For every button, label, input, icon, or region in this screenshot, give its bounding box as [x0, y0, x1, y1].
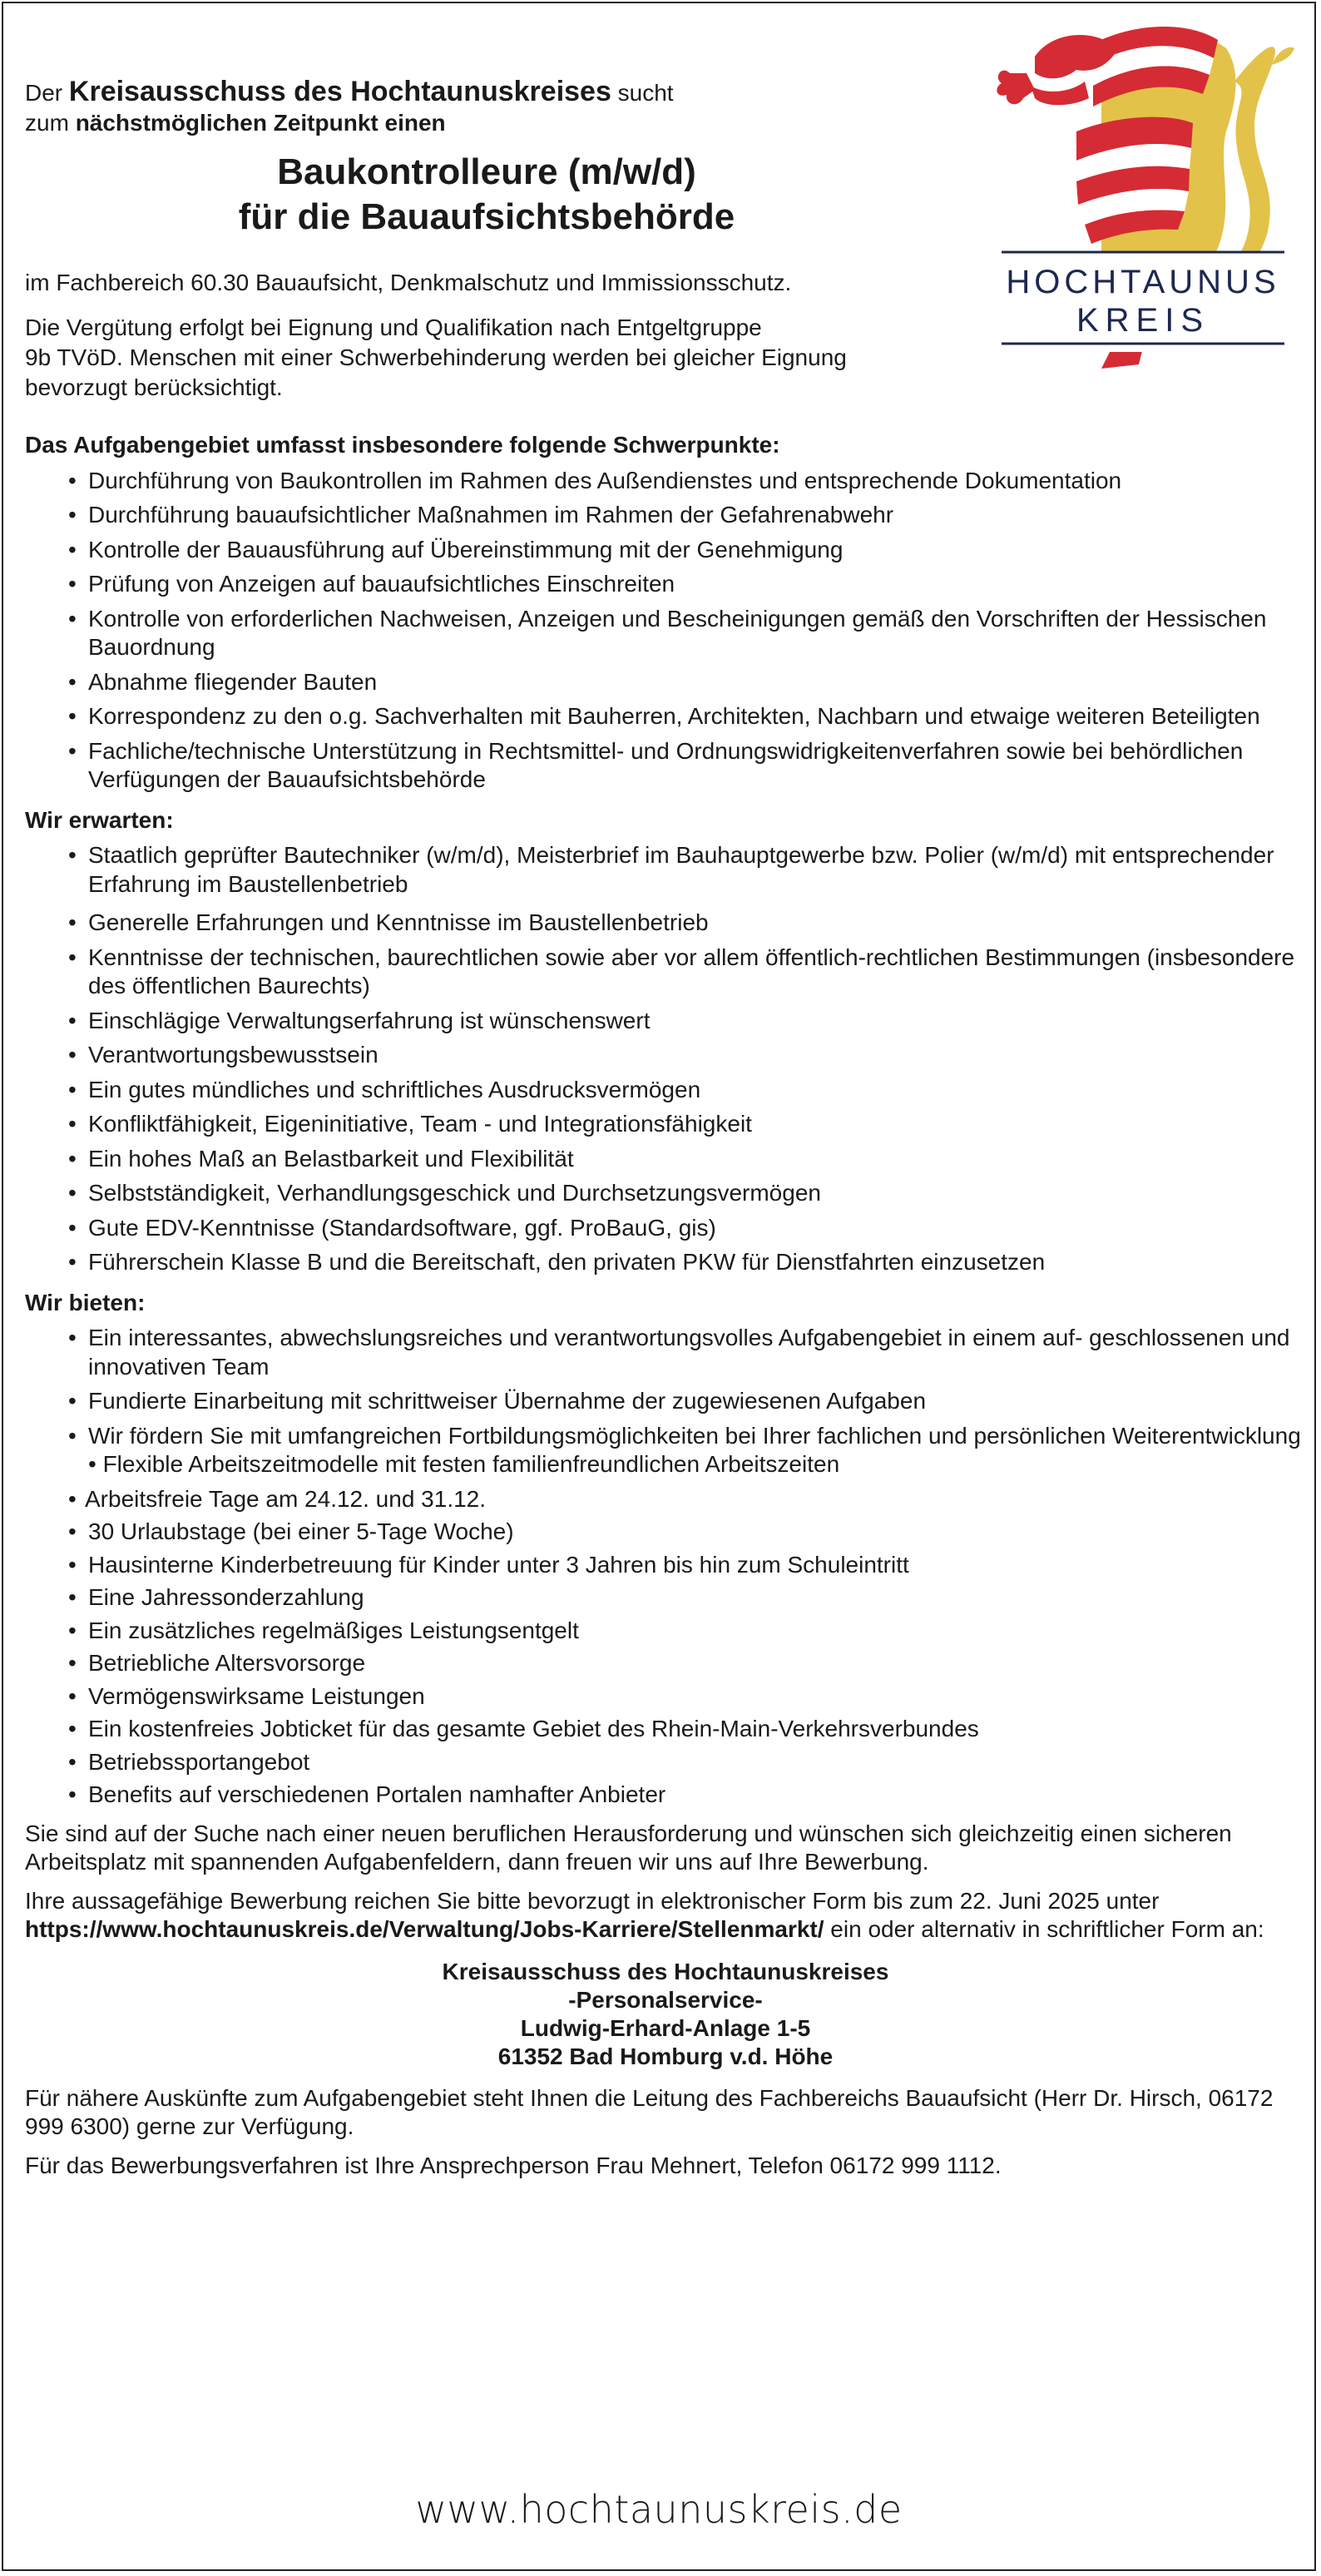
- list-item: • 30 Urlaubstage (bei einer 5-Tage Woche): [67, 1518, 1306, 1547]
- list-item: • Ein zusätzliches regelmäßiges Leistungsentgelt: [67, 1617, 1306, 1646]
- list-item: • Einschlägige Verwaltungserfahrung ist wünschenswert: [67, 1007, 1306, 1036]
- application-text: Ihre aussagefähige Bewerbung reichen Sie bitte bevorzugt in elektronischer Form bis zum 22. Juni 2025 unter: [25, 1887, 1160, 1914]
- list-item: • Generelle Erfahrungen und Kenntnisse im Baustellenbetrieb: [67, 909, 1306, 938]
- contact-info: Für nähere Auskünfte zum Aufgabengebiet steht Ihnen die Leitung des Fachbereichs Bauaufsicht (Herr Dr. Hirsch, 06172 999 6300) gerne zur Verfügung.: [25, 2084, 1274, 2139]
- intro: [25, 77, 940, 138]
- intro-suffix: sucht: [611, 80, 674, 106]
- list-item: • Benefits auf verschiedenen Portalen namhafter Anbieter: [67, 1781, 1306, 1810]
- closing-paragraph: Sie sind auf der Suche nach einer neuen beruflichen Herausforderung und wünschen sich gleichzeitig einen sicheren Arbeitsplatz mit spannenden Aufgabenfeldern, dann freuen wir uns auf Ihre Bewerbung.: [25, 1820, 1232, 1875]
- list-item: • Verantwortungsbewusstsein: [67, 1041, 1306, 1070]
- list-item: • Selbstständigkeit, Verhandlungsgeschick und Durchsetzungsvermögen: [67, 1179, 1306, 1208]
- list-item: • Ein hohes Maß an Belastbarkeit und Flexibilität: [67, 1145, 1306, 1174]
- list-item: • Wir fördern Sie mit umfangreichen Fortbildungsmöglichkeiten bei Ihrer fachlichen und persönlichen Weiterentwicklung • Flexible Arbeitszeitmodelle mit festen familienfreundlichen Arbeitszeiten: [67, 1422, 1306, 1479]
- list-item: • Fundierte Einarbeitung mit schrittweiser Übernahme der zugewiesenen Aufgaben: [67, 1387, 1306, 1416]
- address-line-4: 61352 Bad Homburg v.d. Höhe: [497, 2043, 834, 2069]
- job-title-line-2: für die Bauaufsichtsbehörde: [238, 196, 735, 237]
- job-ad: [2, 2, 1316, 2571]
- intro-prefix: Der: [25, 80, 69, 106]
- payment-line-1: Die Vergütung erfolgt bei Eignung und Qualifikation nach Entgeltgruppe: [25, 315, 762, 340]
- offer-list-b: [25, 1485, 1306, 1810]
- list-item: • Kenntnisse der technischen, baurechtlichen sowie aber vor allem öffentlich-rechtlichen Bestimmungen (insbesondere des öffentlichen Baurechts): [67, 944, 1306, 1001]
- payment-info: [25, 313, 1023, 403]
- list-item: • Fachliche/technische Unterstützung in Rechtsmittel- und Ordnungswidrigkeitenverfahren sowie bei behördlichen Verfügungen der Bauaufsichtsbehörde: [67, 737, 1306, 795]
- list-item: • Hausinterne Kinderbetreuung für Kinder unter 3 Jahren bis hin zum Schuleintritt: [67, 1551, 1306, 1580]
- list-item: • Vermögenswirksame Leistungen: [67, 1682, 1306, 1712]
- job-title-line-1: Baukontrolleure (m/w/d): [277, 151, 696, 192]
- list-item: • Abnahme fliegender Bauten: [67, 668, 1306, 697]
- postal-address: [25, 1958, 1306, 2071]
- tasks-list: [25, 467, 1306, 795]
- list-item: • Durchführung von Baukontrollen im Rahmen des Außendienstes und entsprechende Dokumentation: [67, 467, 1306, 496]
- department: im Fachbereich 60.30 Bauaufsicht, Denkmalschutz und Immissionsschutz.: [25, 270, 792, 295]
- application-link[interactable]: https://www.hochtaunuskreis.de/Verwaltung/Jobs-Karriere/Stellenmarkt/: [25, 1916, 824, 1942]
- start-date-text: nächstmöglichen Zeitpunkt einen: [75, 110, 446, 136]
- tasks-heading: Das Aufgabengebiet umfasst insbesondere folgende Schwerpunkte:: [25, 432, 780, 458]
- list-item: • Betriebliche Altersvorsorge: [67, 1649, 1306, 1678]
- application-text-end: ein oder alternativ in schriftlicher Form an:: [824, 1916, 1264, 1942]
- list-item: • Durchführung bauaufsichtlicher Maßnahmen im Rahmen der Gefahrenabwehr: [67, 501, 1306, 530]
- lion-paw-upper: [997, 71, 1035, 105]
- list-item: • Gute EDV-Kenntnisse (Standardsoftware, ggf. ProBauG, gis): [67, 1214, 1306, 1243]
- list-item: • Ein kostenfreies Jobticket für das gesamte Gebiet des Rhein-Main-Verkehrsverbundes: [67, 1715, 1306, 1744]
- job-title: [25, 150, 948, 240]
- list-item: • Betriebssportangebot: [67, 1748, 1306, 1777]
- list-item: • Kontrolle von erforderlichen Nachweisen, Anzeigen und Bescheinigungen gemäß den Vorschriften der Hessischen Bauordnung: [67, 605, 1306, 662]
- hochtaunus-logo: [985, 15, 1301, 381]
- list-item: • Arbeitsfreie Tage am 24.12. und 31.12.: [67, 1485, 1306, 1514]
- address-line-1: Kreisausschuss des Hochtaunuskreises: [442, 1958, 889, 1984]
- ad-body: [25, 428, 1306, 2190]
- address-line-2: -Personalservice-: [568, 1986, 763, 2013]
- footer-url[interactable]: www.hochtaunuskreis.de: [415, 2487, 903, 2532]
- application-paragraph: [25, 1887, 1306, 1944]
- list-item: • Kontrolle der Bauausführung auf Übereinstimmung mit der Genehmigung: [67, 536, 1306, 565]
- list-item: • Ein gutes mündliches und schriftliches Ausdrucksvermögen: [67, 1076, 1306, 1105]
- payment-line-3: bevorzugt berücksichtigt.: [25, 374, 283, 400]
- expect-list: [25, 841, 1306, 1277]
- organization-name: Kreisausschuss des Hochtaunuskreises: [68, 76, 611, 107]
- offer-heading: Wir bieten:: [25, 1289, 146, 1315]
- payment-line-2: 9b TVöD. Menschen mit einer Schwerbehinderung werden bei gleicher Eignung: [25, 344, 847, 370]
- list-item: • Eine Jahressonderzahlung: [67, 1583, 1306, 1612]
- list-item: • Prüfung von Anzeigen auf bauaufsichtliches Einschreiten: [67, 570, 1306, 599]
- intro-prefix-2: zum: [25, 110, 76, 136]
- contact-person: Für das Bewerbungsverfahren ist Ihre Ansprechperson Frau Mehnert, Telefon 06172 999 1112.: [25, 2152, 1002, 2178]
- list-item: • Konfliktfähigkeit, Eigeninitiative, Team - und Integrationsfähigkeit: [67, 1110, 1306, 1139]
- expect-heading: Wir erwarten:: [25, 806, 174, 833]
- offer-list-a: [25, 1324, 1306, 1479]
- list-item: • Führerschein Klasse B und die Bereitschaft, den privaten PKW für Dienstfahrten einzusetzen: [67, 1248, 1306, 1277]
- list-item: • Staatlich geprüfter Bautechniker (w/m/d), Meisterbrief im Bauhauptgewerbe bzw. Polier (w/m/d) mit entsprechender Erfahrung im Baustellenbetrieb: [67, 841, 1306, 899]
- logo-text-line-2: KREIS: [1076, 302, 1210, 339]
- list-item: • Ein interessantes, abwechslungsreiches und verantwortungsvolles Aufgabengebiet in einem auf- geschlossenen und innovativen Team: [67, 1324, 1306, 1381]
- logo-text-line-1: HOCHTAUNUS: [1006, 264, 1280, 300]
- address-line-3: Ludwig-Erhard-Anlage 1-5: [520, 2014, 811, 2041]
- list-item: • Korrespondenz zu den o.g. Sachverhalten mit Bauherren, Architekten, Nachbarn und etwaige weiteren Beteiligten: [67, 702, 1306, 731]
